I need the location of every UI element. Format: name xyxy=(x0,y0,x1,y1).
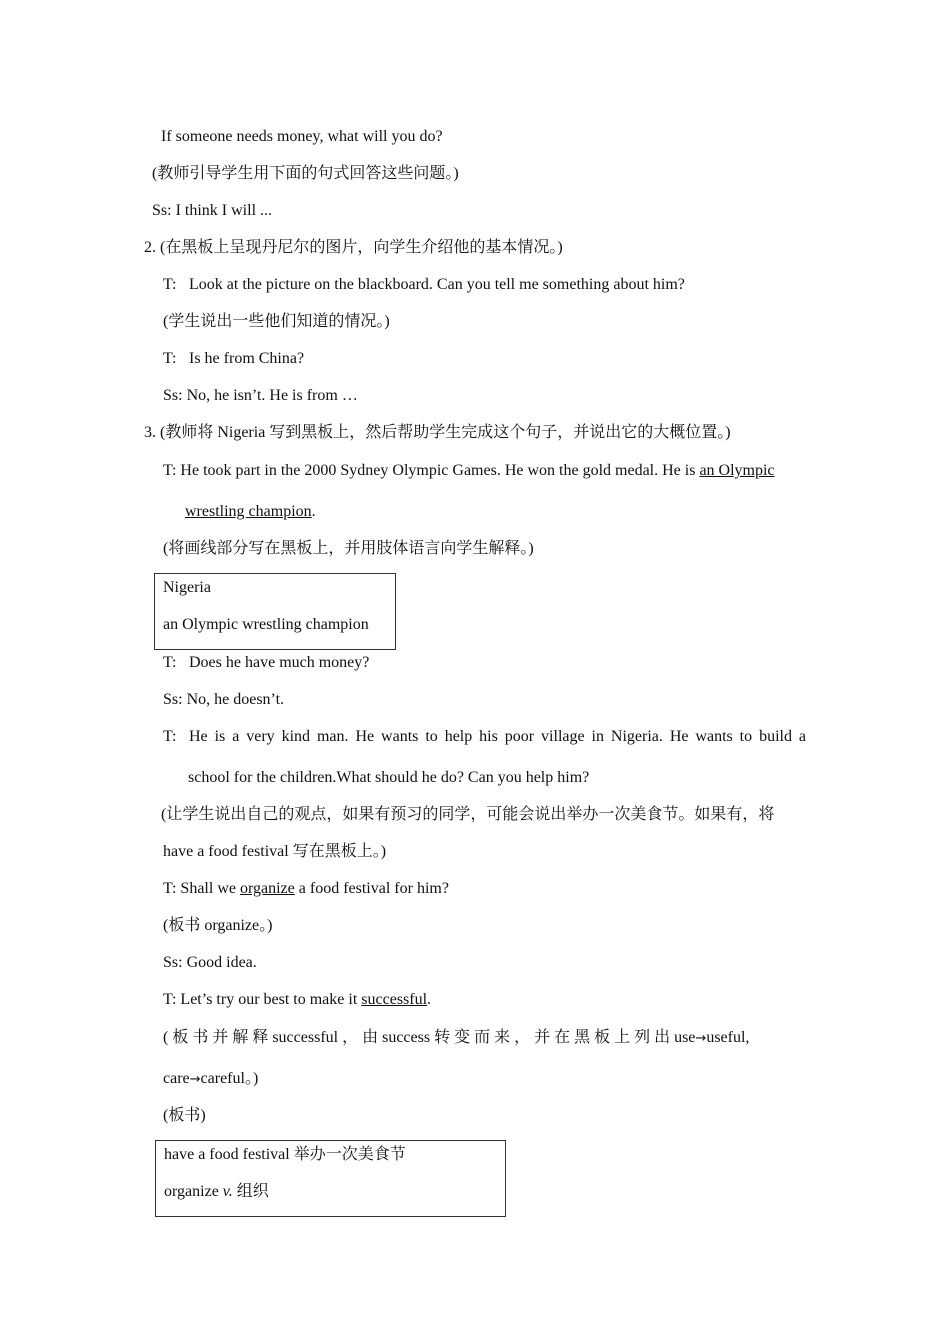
text-line: Ss: I think I will ... xyxy=(152,202,273,219)
dialogue-line xyxy=(163,349,304,369)
speaker-label: T: xyxy=(163,276,177,293)
text-line: Ss: Good idea. xyxy=(163,954,257,971)
blackboard-box xyxy=(155,1140,506,1217)
underlined-phrase: an Olympic xyxy=(699,462,775,479)
arrow-icon: → xyxy=(695,1031,707,1046)
numbered-item: 3. (教师将 Nigeria 写到黑板上，然后帮助学生完成这个句子，并说出它的大概位置。) xyxy=(144,424,731,441)
text-line: If someone needs money, what will you do? xyxy=(161,128,443,145)
dialogue-line: T: Shall we organize a food festival for him? xyxy=(163,880,449,897)
box-line: Nigeria xyxy=(163,579,211,596)
dialogue-text: Look at the picture on the blackboard. Can you tell me something about him? xyxy=(189,276,685,293)
text-line: (学生说出一些他们知道的情况。) xyxy=(163,313,390,330)
dialogue-line xyxy=(163,653,369,673)
box-line: an Olympic wrestling champion xyxy=(163,616,369,633)
dialogue-text: Is he from China? xyxy=(189,350,305,367)
dialogue-continuation: school for the children.What should he do? Can you help him? xyxy=(188,769,590,786)
underlined-word: successful xyxy=(361,991,428,1008)
numbered-item: 2. (在黑板上呈现丹尼尔的图片，向学生介绍他的基本情况。) xyxy=(144,239,563,256)
text-line: (让学生说出自己的观点，如果有预习的同学，可能会说出举办一次美食节。如果有，将 xyxy=(161,806,775,823)
speaker-label: T: xyxy=(163,350,177,367)
text-line: (板书) xyxy=(163,1107,206,1124)
dialogue-text: Does he have much money? xyxy=(189,654,370,671)
speaker-label: T: xyxy=(163,728,177,745)
underlined-word: organize xyxy=(239,880,295,897)
arrow-icon: → xyxy=(189,1072,201,1087)
dialogue-line xyxy=(163,275,685,295)
underlined-phrase: wrestling champion xyxy=(185,503,312,520)
dialogue-line xyxy=(163,727,806,747)
text-line: have a food festival 写在黑板上。) xyxy=(163,843,387,860)
text-line: Ss: No, he doesn’t. xyxy=(163,691,285,708)
box-line: organize v. 组织 xyxy=(164,1183,269,1200)
text-line: ( 板 书 并 解 释 successful ， 由 success 转 变 而 来 ， 并 在 黑 板 上 列 出 use→useful, xyxy=(163,1028,806,1049)
text-line: (教师引导学生用下面的句式回答这些问题。) xyxy=(152,165,459,182)
dialogue-line xyxy=(163,461,775,481)
dialogue-line: T: Let’s try our best to make it successful. xyxy=(163,991,432,1008)
box-line: have a food festival 举办一次美食节 xyxy=(164,1146,406,1163)
text-line: (将画线部分写在黑板上，并用肢体语言向学生解释。) xyxy=(163,540,534,557)
speaker-label: T: xyxy=(163,654,177,671)
dialogue-continuation: wrestling champion. xyxy=(185,503,316,520)
dialogue-text: T: He took part in the 2000 Sydney Olympic Games. He won the gold medal. He is xyxy=(163,462,700,479)
text-line: care→careful。) xyxy=(163,1069,258,1090)
text-line: (板书 organize。) xyxy=(163,917,273,934)
text-line: Ss: No, he isn’t. He is from … xyxy=(163,387,358,404)
dialogue-text: He is a very kind man. He wants to help his poor village in Nigeria. He wants to build a xyxy=(189,728,806,745)
blackboard-box xyxy=(154,573,396,650)
